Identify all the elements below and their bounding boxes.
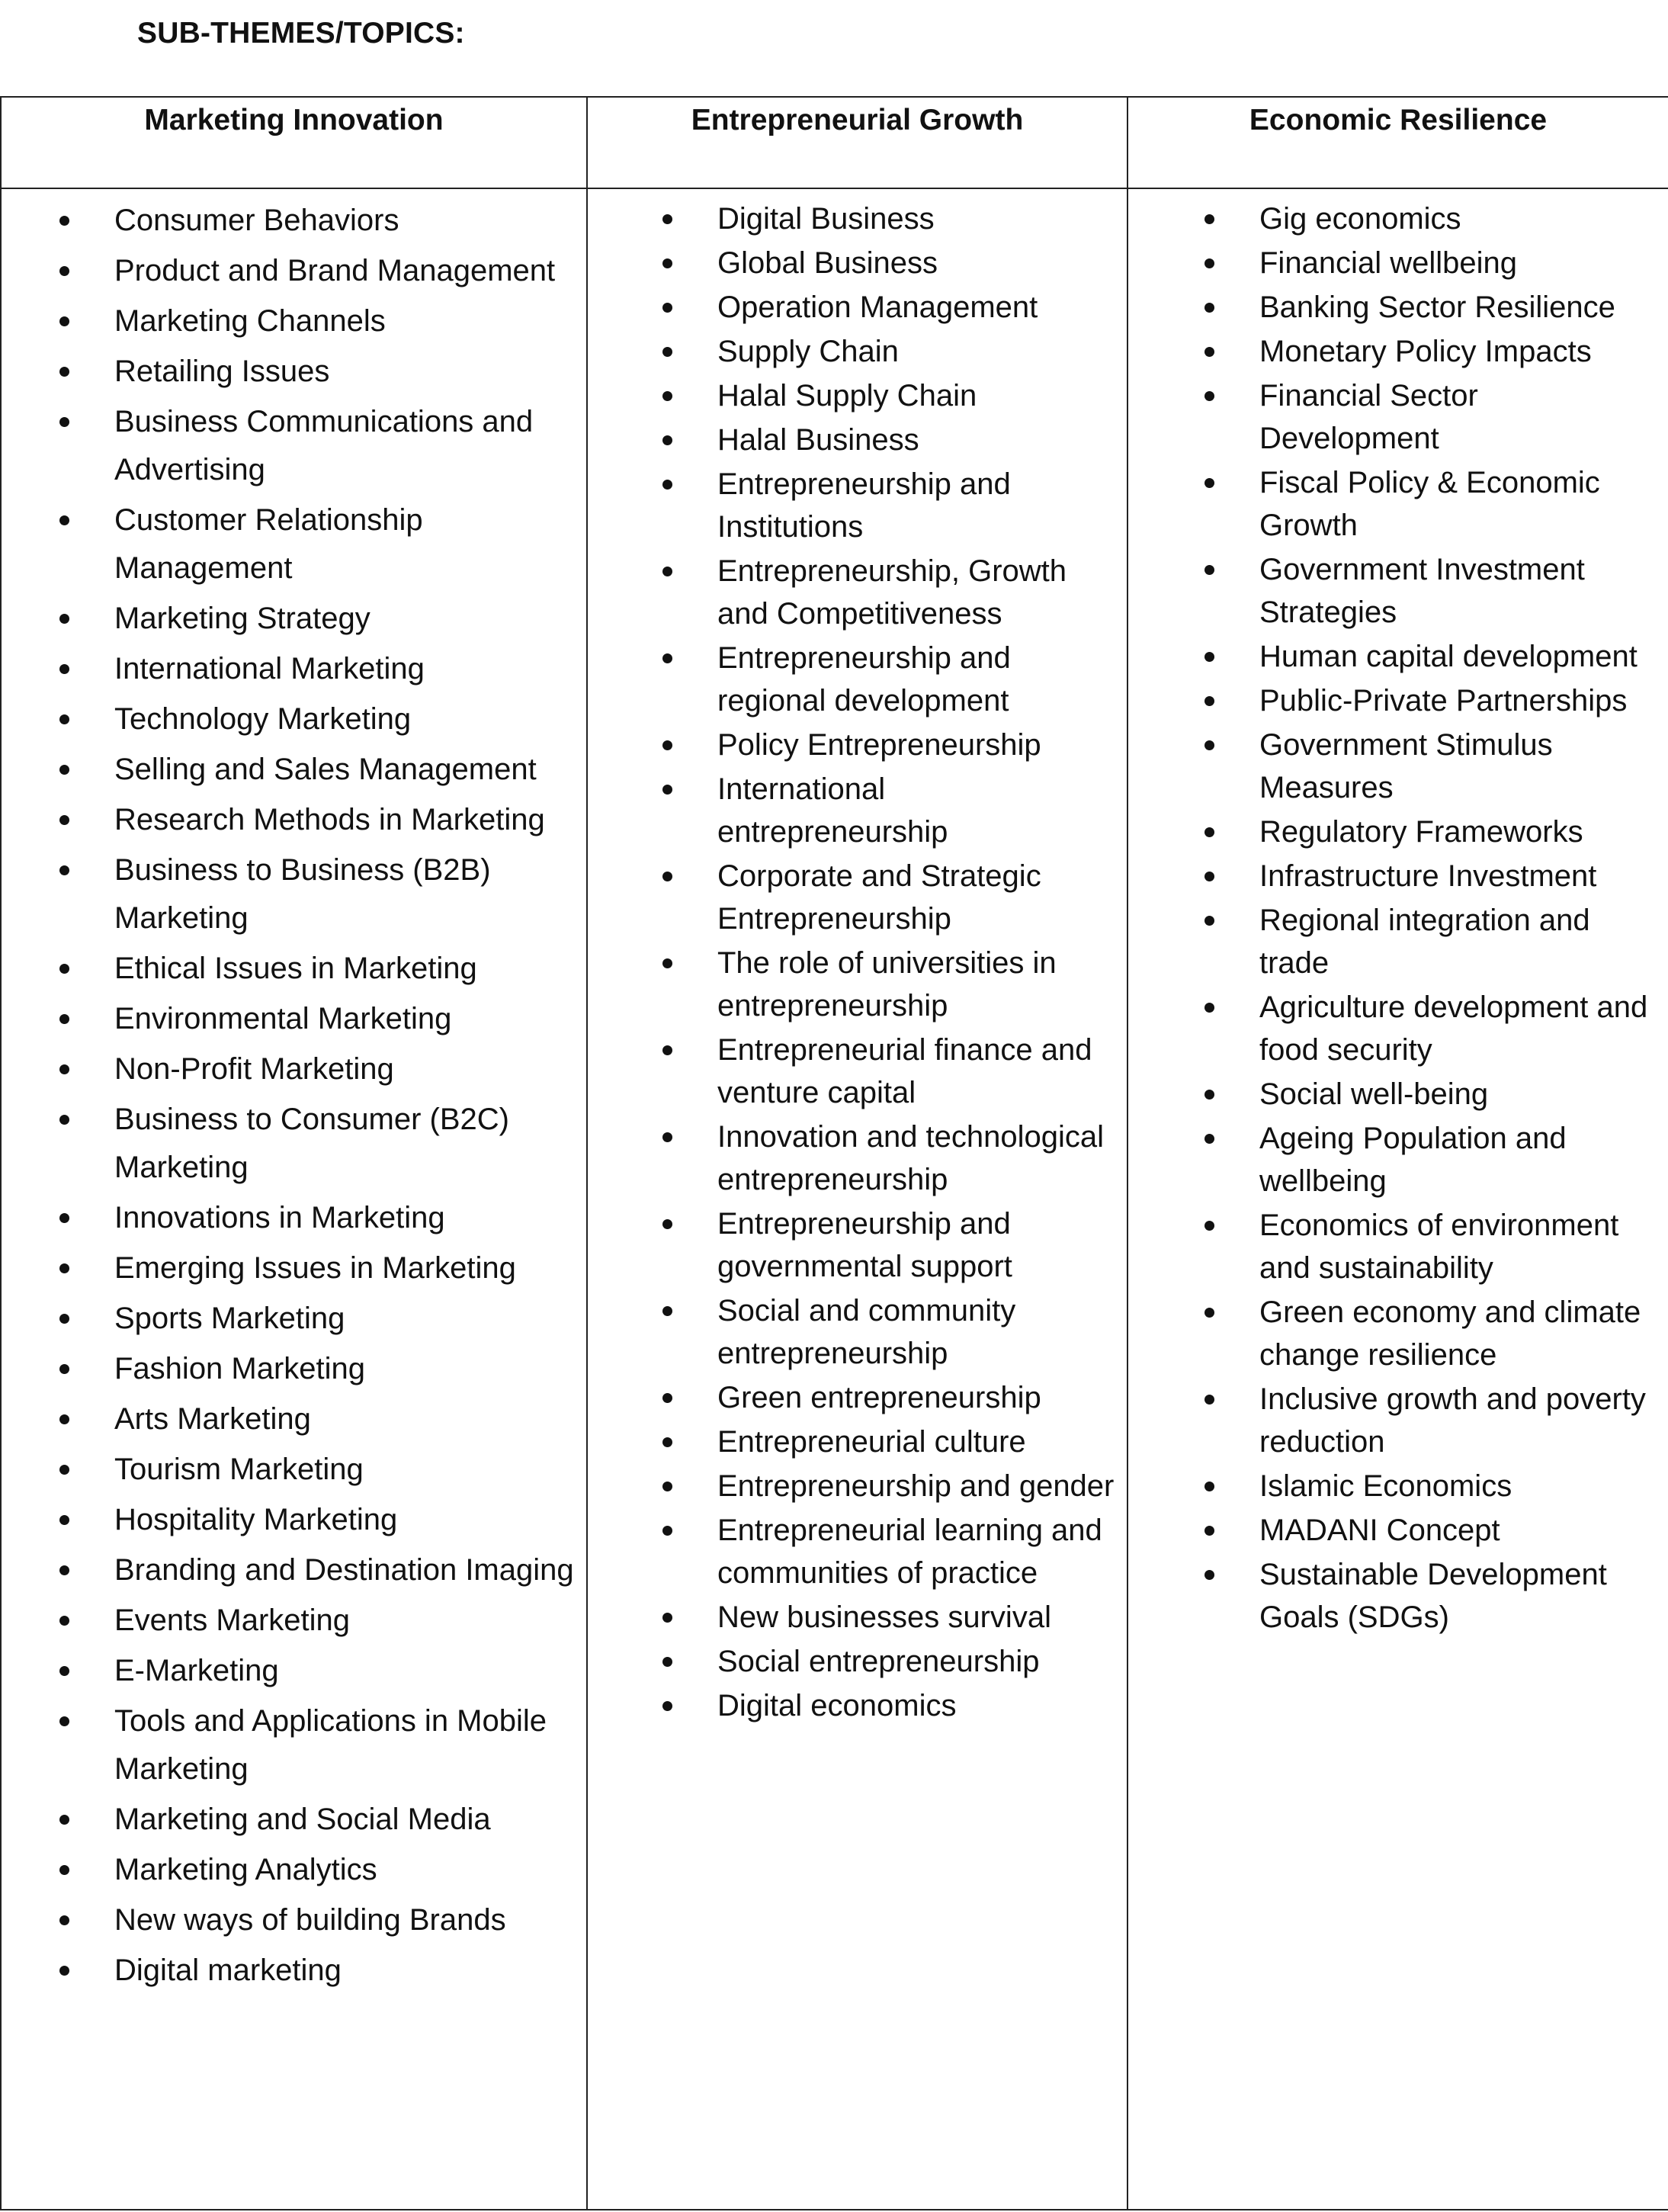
marketing-innovation-cell <box>1 188 587 2210</box>
topic-list-item: Business to Consumer (B2C) Marketing <box>114 1096 586 1192</box>
topic-list-item: Inclusive growth and poverty reduction <box>1259 1378 1663 1463</box>
topic-list-item: Financial Sector Development <box>1259 374 1663 460</box>
topic-list-item: New ways of building Brands <box>114 1896 586 1944</box>
column-header-entrepreneurial-growth: Entrepreneurial Growth <box>587 97 1128 188</box>
topic-list-item: Supply Chain <box>717 330 1119 373</box>
topic-list-item: New businesses survival <box>717 1596 1119 1639</box>
topic-list-item: Environmental Marketing <box>114 995 586 1043</box>
topic-list-item: Non-Profit Marketing <box>114 1045 586 1093</box>
topic-list-item: Marketing and Social Media <box>114 1796 586 1844</box>
topics-table <box>0 96 1668 2210</box>
topic-list-item: Marketing Channels <box>114 297 586 345</box>
topic-list-item: Marketing Strategy <box>114 595 586 643</box>
topic-list-item: Emerging Issues in Marketing <box>114 1244 586 1292</box>
topic-list-item: Fashion Marketing <box>114 1345 586 1393</box>
topic-list-item: Islamic Economics <box>1259 1465 1663 1507</box>
topic-list-item: Ageing Population and wellbeing <box>1259 1117 1663 1202</box>
marketing-innovation-list <box>2 189 586 1995</box>
topic-list-item: Green entrepreneurship <box>717 1376 1119 1419</box>
topic-list-item: Halal Business <box>717 419 1119 461</box>
topic-list-item: Halal Supply Chain <box>717 374 1119 417</box>
topic-list-item: The role of universities in entrepreneurship <box>717 942 1119 1027</box>
topic-list-item: Financial wellbeing <box>1259 242 1663 284</box>
topic-list-item: Business Communications and Advertising <box>114 398 586 494</box>
topic-list-item: Government Stimulus Measures <box>1259 724 1663 809</box>
topic-list-item: Entrepreneurial learning and communities of practice <box>717 1509 1119 1594</box>
topic-list-item: Technology Marketing <box>114 695 586 743</box>
topic-list-item: Branding and Destination Imaging <box>114 1546 586 1594</box>
topic-list-item: Entrepreneurship and governmental support <box>717 1202 1119 1288</box>
topic-list-item: Digital Business <box>717 197 1119 240</box>
topic-list-item: Consumer Behaviors <box>114 197 586 245</box>
entrepreneurial-growth-list <box>588 189 1127 1727</box>
topic-list-item: Government Investment Strategies <box>1259 548 1663 634</box>
topic-list-item: Fiscal Policy & Economic Growth <box>1259 461 1663 547</box>
entrepreneurial-growth-cell <box>587 188 1128 2210</box>
topic-list-item: Banking Sector Resilience <box>1259 286 1663 329</box>
topic-list-item: Arts Marketing <box>114 1395 586 1443</box>
topic-list-item: Corporate and Strategic Entrepreneurship <box>717 855 1119 940</box>
topic-list-item: Selling and Sales Management <box>114 746 586 794</box>
topic-list-item: Entrepreneurial culture <box>717 1421 1119 1463</box>
topic-list-item: E-Marketing <box>114 1647 586 1695</box>
economic-resilience-cell <box>1128 188 1668 2210</box>
topic-list-item: Social well-being <box>1259 1073 1663 1116</box>
topic-list-item: Ethical Issues in Marketing <box>114 945 586 993</box>
economic-resilience-list <box>1128 189 1668 1639</box>
topic-list-item: Product and Brand Management <box>114 247 586 295</box>
topic-list-item: Entrepreneurship and regional development <box>717 637 1119 722</box>
topic-list-item: Events Marketing <box>114 1597 586 1645</box>
topic-list-item: Gig economics <box>1259 197 1663 240</box>
topic-list-item: Entrepreneurship and gender <box>717 1465 1119 1507</box>
topic-list-item: Regulatory Frameworks <box>1259 811 1663 853</box>
topic-list-item: Economics of environment and sustainability <box>1259 1204 1663 1289</box>
topic-list-item: Entrepreneurial finance and venture capital <box>717 1029 1119 1114</box>
topic-list-item: Marketing Analytics <box>114 1846 586 1894</box>
page-title: SUB-THEMES/TOPICS: <box>137 17 465 50</box>
topic-list-item: Hospitality Marketing <box>114 1496 586 1544</box>
topic-list-item: International Marketing <box>114 645 586 693</box>
topic-list-item: Sports Marketing <box>114 1295 586 1343</box>
column-header-economic-resilience: Economic Resilience <box>1128 97 1668 188</box>
topic-list-item: Innovation and technological entrepreneurship <box>717 1116 1119 1201</box>
topic-list-item: Tourism Marketing <box>114 1446 586 1494</box>
topic-list-item: Green economy and climate change resilience <box>1259 1291 1663 1376</box>
column-header-marketing-innovation: Marketing Innovation <box>1 97 587 188</box>
topic-list-item: Public-Private Partnerships <box>1259 679 1663 722</box>
topic-list-item: Digital economics <box>717 1684 1119 1727</box>
topic-list-item: Research Methods in Marketing <box>114 796 586 844</box>
topic-list-item: Retailing Issues <box>114 348 586 396</box>
topic-list-item: Operation Management <box>717 286 1119 329</box>
topic-list-item: Social entrepreneurship <box>717 1640 1119 1683</box>
topic-list-item: Innovations in Marketing <box>114 1194 586 1242</box>
topic-list-item: Digital marketing <box>114 1947 586 1995</box>
topic-list-item: Policy Entrepreneurship <box>717 724 1119 766</box>
topic-list-item: Sustainable Development Goals (SDGs) <box>1259 1553 1663 1639</box>
topic-list-item: Entrepreneurship and Institutions <box>717 463 1119 548</box>
topic-list-item: Tools and Applications in Mobile Marketing <box>114 1697 586 1793</box>
topic-list-item: Business to Business (B2B) Marketing <box>114 846 586 942</box>
topic-list-item: Regional integration and trade <box>1259 899 1663 984</box>
topic-list-item: Social and community entrepreneurship <box>717 1289 1119 1375</box>
topic-list-item: MADANI Concept <box>1259 1509 1663 1552</box>
topic-list-item: Customer Relationship Management <box>114 496 586 592</box>
topic-list-item: Entrepreneurship, Growth and Competitiveness <box>717 550 1119 635</box>
topic-list-item: Human capital development <box>1259 635 1663 678</box>
topic-list-item: Agriculture development and food security <box>1259 986 1663 1071</box>
topics-row <box>1 188 1668 2210</box>
topic-list-item: International entrepreneurship <box>717 768 1119 853</box>
topic-list-item: Infrastructure Investment <box>1259 855 1663 897</box>
topic-list-item: Monetary Policy Impacts <box>1259 330 1663 373</box>
topic-list-item: Global Business <box>717 242 1119 284</box>
header-row <box>1 97 1668 188</box>
